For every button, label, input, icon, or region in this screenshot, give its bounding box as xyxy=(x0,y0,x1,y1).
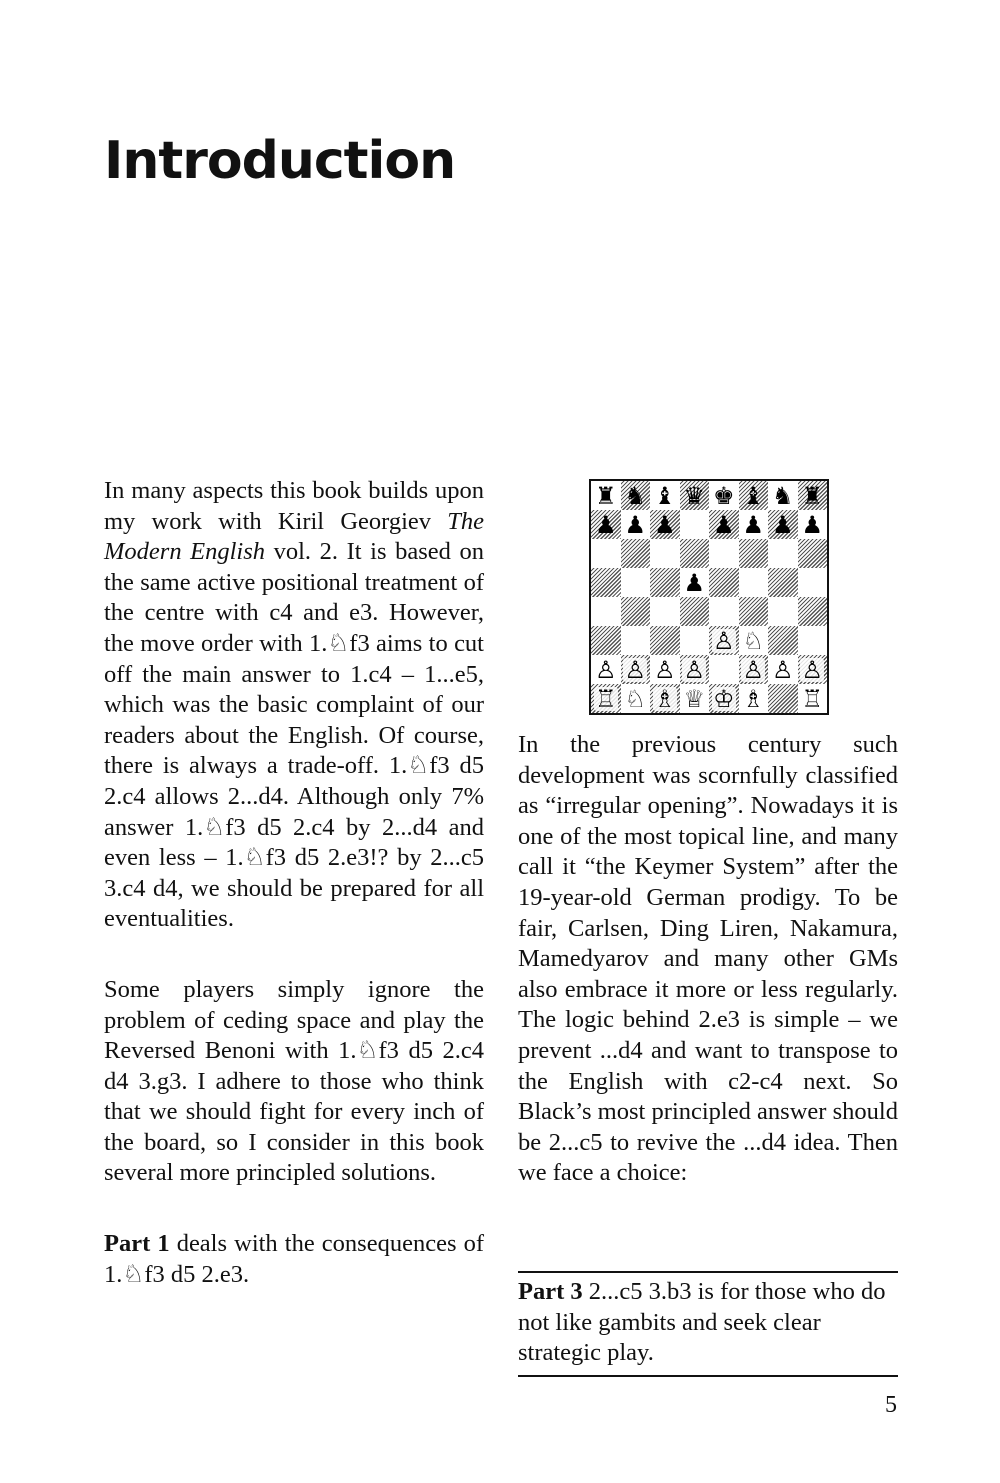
square-g4 xyxy=(768,597,798,626)
chess-piece: ♟ xyxy=(653,510,676,539)
intro-paragraph-3 xyxy=(104,1229,484,1290)
paragraph-text: vol. 2. It is based on the same active positional treatment of the centre with c4 and e3. However, the move order with 1.♘f3 aims to cut off the main answer to 1.c4 – 1...e5, which was the basic complaint of our readers about the English. Of course, there is always a trade-off. 1.♘f3 d5 2.c4 allows 2...d4. Although only 7% answer 1.♘f3 d5 2.c4 by 2...d4 and even less – 1.♘f3 d5 2.e3!? by 2...c5 3.c4 d4, we should be prepared for all eventualities. xyxy=(104,538,484,933)
square-a1 xyxy=(591,684,621,713)
chess-piece: ♖ xyxy=(801,684,823,713)
chess-diagram xyxy=(589,479,829,715)
square-h5 xyxy=(798,568,828,597)
part-1-label: Part 1 xyxy=(104,1230,170,1258)
square-a8 xyxy=(591,481,621,510)
square-g2 xyxy=(768,655,798,684)
square-d1 xyxy=(680,684,710,713)
square-a7 xyxy=(591,510,621,539)
square-a5 xyxy=(591,568,621,597)
square-a6 xyxy=(591,539,621,568)
right-column-paragraph: In the previous century such development was scornfully classified as “irregular opening”. Nowadays it is one of the most topical line, and many call it “the Keymer System” after the 19-year-old German prodigy. To be fair, Carlsen, Ding Liren, Nakamura, Mamedyarov and many other GMs also embrace it more or less regularly. The logic behind 2.e3 is simple – we prevent ...d4 and want to transpose to the English with c2-c4 next. So Black’s most principled answer should be 2...c5 to revive the ...d4 idea. Then we face a choice: xyxy=(518,731,898,1187)
part-3-text: 2...c5 3.b3 is for those who do not like gambits and seek clear strategic play. xyxy=(518,1278,886,1367)
chess-piece: ♔ xyxy=(712,684,735,713)
square-e5 xyxy=(709,568,739,597)
square-h7 xyxy=(798,510,828,539)
square-f7 xyxy=(739,510,769,539)
chess-piece: ♖ xyxy=(594,684,617,713)
square-d8 xyxy=(680,481,710,510)
chess-piece: ♚ xyxy=(712,481,735,510)
chess-piece: ♙ xyxy=(594,655,617,684)
square-e6 xyxy=(709,539,739,568)
chess-piece: ♙ xyxy=(624,655,646,684)
square-f2 xyxy=(739,655,769,684)
square-h8 xyxy=(798,481,828,510)
square-e3 xyxy=(709,626,739,655)
square-g3 xyxy=(768,626,798,655)
square-b2 xyxy=(621,655,651,684)
chess-piece: ♜ xyxy=(801,481,823,510)
chess-piece: ♗ xyxy=(742,684,764,713)
square-b7 xyxy=(621,510,651,539)
chess-piece: ♟ xyxy=(742,510,764,539)
square-g1 xyxy=(768,684,798,713)
square-b3 xyxy=(621,626,651,655)
page-title: Introduction xyxy=(104,131,456,191)
square-d2 xyxy=(680,655,710,684)
chess-piece: ♙ xyxy=(683,655,705,684)
square-e1 xyxy=(709,684,739,713)
square-c6 xyxy=(650,539,680,568)
chess-piece: ♙ xyxy=(801,655,823,684)
chess-piece: ♟ xyxy=(683,568,705,597)
chess-piece: ♟ xyxy=(624,510,646,539)
square-b4 xyxy=(621,597,651,626)
part-3-label: Part 3 xyxy=(518,1278,583,1305)
square-c4 xyxy=(650,597,680,626)
square-c7 xyxy=(650,510,680,539)
chess-piece: ♙ xyxy=(742,655,764,684)
square-f5 xyxy=(739,568,769,597)
chess-piece: ♘ xyxy=(624,684,646,713)
square-d3 xyxy=(680,626,710,655)
square-h2 xyxy=(798,655,828,684)
chess-piece: ♙ xyxy=(653,655,676,684)
square-g6 xyxy=(768,539,798,568)
square-e2 xyxy=(709,655,739,684)
square-h1 xyxy=(798,684,828,713)
square-b1 xyxy=(621,684,651,713)
left-column xyxy=(104,476,484,1290)
square-e7 xyxy=(709,510,739,539)
square-c1 xyxy=(650,684,680,713)
square-c2 xyxy=(650,655,680,684)
chess-piece: ♜ xyxy=(594,481,617,510)
square-h3 xyxy=(798,626,828,655)
square-b6 xyxy=(621,539,651,568)
chess-piece: ♟ xyxy=(594,510,617,539)
square-b5 xyxy=(621,568,651,597)
square-g7 xyxy=(768,510,798,539)
book-title-italic: The Modern English xyxy=(104,507,484,566)
square-h6 xyxy=(798,539,828,568)
chess-piece: ♘ xyxy=(742,626,764,655)
square-h4 xyxy=(798,597,828,626)
chess-piece: ♙ xyxy=(771,655,794,684)
square-f1 xyxy=(739,684,769,713)
chess-piece: ♛ xyxy=(683,481,705,510)
square-e8 xyxy=(709,481,739,510)
chess-piece: ♟ xyxy=(712,510,735,539)
chess-piece: ♗ xyxy=(653,684,676,713)
paragraph-text: In many aspects this book builds upon my work with Kiril Georgiev xyxy=(104,477,484,535)
square-c3 xyxy=(650,626,680,655)
square-a2 xyxy=(591,655,621,684)
square-b8 xyxy=(621,481,651,510)
square-f3 xyxy=(739,626,769,655)
square-f4 xyxy=(739,597,769,626)
chess-board xyxy=(591,481,827,713)
page-number: 5 xyxy=(885,1392,897,1418)
square-e4 xyxy=(709,597,739,626)
chess-piece: ♞ xyxy=(624,481,646,510)
square-a4 xyxy=(591,597,621,626)
chess-piece: ♝ xyxy=(653,481,676,510)
intro-paragraph-2: Some players simply ignore the problem of ceding space and play the Reversed Benoni with 1.♘f3 d5 2.c4 d4 3.g3. I adhere to those who think that we should fight for every inch of the board, so I consider in this book several more principled solutions. xyxy=(104,975,484,1187)
chess-piece: ♟ xyxy=(771,510,794,539)
square-d5 xyxy=(680,568,710,597)
square-a3 xyxy=(591,626,621,655)
square-g8 xyxy=(768,481,798,510)
square-d7 xyxy=(680,510,710,539)
square-c5 xyxy=(650,568,680,597)
square-f8 xyxy=(739,481,769,510)
part-3-box xyxy=(518,1271,898,1377)
paragraph-text: deals with the consequences of 1.♘f3 d5 2.e3. xyxy=(104,1230,484,1288)
square-d4 xyxy=(680,597,710,626)
chess-piece: ♟ xyxy=(801,510,823,539)
square-c8 xyxy=(650,481,680,510)
square-f6 xyxy=(739,539,769,568)
square-d6 xyxy=(680,539,710,568)
square-g5 xyxy=(768,568,798,597)
chess-piece: ♞ xyxy=(771,481,794,510)
chess-piece: ♝ xyxy=(742,481,764,510)
chess-piece: ♙ xyxy=(712,626,735,655)
intro-paragraph-1 xyxy=(104,476,484,935)
chess-piece: ♕ xyxy=(683,684,705,713)
